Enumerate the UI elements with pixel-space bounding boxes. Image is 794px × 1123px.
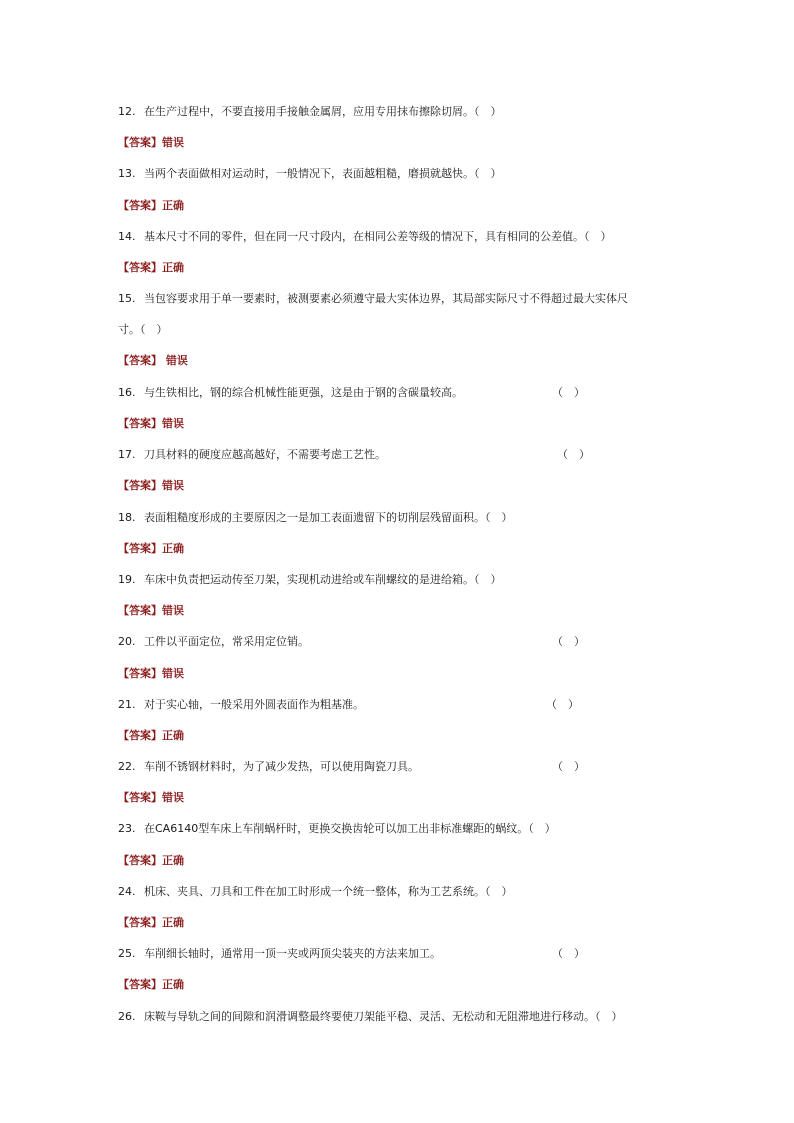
answer-tag: 【答案】 [118, 916, 162, 929]
question-text: 对于实心轴，一般采用外圆表面作为粗基准。 [144, 698, 364, 711]
answer-parentheses: （ ） [552, 947, 585, 960]
answer-tag: 【答案】 [118, 136, 162, 149]
answer-tag: 【答案】 [118, 854, 162, 867]
question-text: 在CA6140型车床上车削蜗杆时，更换交换齿轮可以加工出非标准螺距的蜗纹。（ ） [144, 822, 556, 835]
question-text: 车削细长轴时，通常用一顶一夹或两顶尖装夹的方法来加工。 [144, 947, 441, 960]
question-number: 15. [118, 292, 136, 305]
question-text: 当包容要求用于单一要素时，被测要素必须遵守最大实体边界，其局部实际尺寸不得超过最大实体尺 [144, 292, 628, 305]
answer-17 [118, 479, 184, 493]
question-12 [118, 105, 502, 119]
answer-16 [118, 417, 184, 431]
answer-parentheses: （ ） [557, 448, 590, 461]
question-text: 在生产过程中，不要直接用手接触金属屑，应用专用抹布擦除切屑。（ ） [144, 105, 502, 118]
answer-parentheses: （ ） [546, 698, 579, 711]
answer-tag: 【答案】 [118, 261, 162, 274]
question-number: 25. [118, 947, 136, 960]
answer-value: 正确 [162, 261, 184, 274]
answer-13 [118, 199, 184, 213]
question-16 [118, 386, 463, 400]
question-text: 表面粗糙度形成的主要原因之一是加工表面遗留下的切削层残留面积。（ ） [144, 511, 513, 524]
answer-value: 正确 [162, 978, 184, 991]
answer-value: 错误 [162, 791, 184, 804]
question-15-continued [118, 323, 168, 337]
answer-tag: 【答案】 [118, 417, 162, 430]
question-number: 26. [118, 1010, 136, 1023]
question-number: 18. [118, 511, 136, 524]
answer-value: 正确 [162, 854, 184, 867]
question-18 [118, 511, 513, 525]
answer-value: 错误 [162, 479, 184, 492]
question-21 [118, 698, 364, 712]
answer-15 [118, 354, 188, 368]
question-text: 刀具材料的硬度应越高越好，不需要考虑工艺性。 [144, 448, 386, 461]
question-text: 工件以平面定位，常采用定位销。 [144, 635, 309, 648]
answer-value: 正确 [162, 542, 184, 555]
question-number: 20. [118, 635, 136, 648]
question-number: 16. [118, 386, 136, 399]
question-text-continued: 寸。（ ） [118, 323, 168, 336]
answer-tag: 【答案】 [118, 604, 162, 617]
question-number: 22. [118, 760, 136, 773]
answer-tag: 【答案】 [118, 479, 162, 492]
answer-parentheses: （ ） [552, 760, 585, 773]
question-24 [118, 885, 513, 899]
answer-value: 错误 [162, 136, 184, 149]
question-20 [118, 635, 309, 649]
question-13 [118, 167, 502, 181]
question-text: 车削不锈钢材料时，为了减少发热，可以使用陶瓷刀具。 [144, 760, 419, 773]
question-number: 14. [118, 230, 136, 243]
question-23 [118, 822, 556, 836]
answer-value: 错误 [162, 354, 188, 367]
question-number: 12. [118, 105, 136, 118]
answer-tag: 【答案】 [118, 542, 162, 555]
question-number: 23. [118, 822, 136, 835]
answer-value: 正确 [162, 199, 184, 212]
answer-tag: 【答案】 [118, 791, 162, 804]
answer-25 [118, 978, 184, 992]
answer-21 [118, 729, 184, 743]
question-text: 与生铁相比，钢的综合机械性能更强，这是由于钢的含碳量较高。 [144, 386, 463, 399]
answer-parentheses: （ ） [552, 386, 585, 399]
answer-value: 正确 [162, 729, 184, 742]
question-number: 24. [118, 885, 136, 898]
answer-20 [118, 667, 184, 681]
answer-19 [118, 604, 184, 618]
answer-tag: 【答案】 [118, 354, 162, 367]
question-text: 机床、夹具、刀具和工件在加工时形成一个统一整体，称为工艺系统。（ ） [144, 885, 513, 898]
question-17 [118, 448, 386, 462]
question-19 [118, 573, 502, 587]
answer-22 [118, 791, 184, 805]
answer-parentheses: （ ） [552, 635, 585, 648]
answer-tag: 【答案】 [118, 978, 162, 991]
answer-value: 错误 [162, 604, 184, 617]
question-15 [118, 292, 628, 306]
question-number: 13. [118, 167, 136, 180]
answer-12 [118, 136, 184, 150]
answer-value: 正确 [162, 916, 184, 929]
question-22 [118, 760, 419, 774]
question-number: 17. [118, 448, 136, 461]
question-26 [118, 1010, 623, 1024]
question-14 [118, 230, 612, 244]
question-25 [118, 947, 441, 961]
question-text: 基本尺寸不同的零件，但在同一尺寸段内，在相同公差等级的情况下，具有相同的公差值。（ ） [144, 230, 612, 243]
question-number: 19. [118, 573, 136, 586]
question-number: 21. [118, 698, 136, 711]
answer-23 [118, 854, 184, 868]
answer-14 [118, 261, 184, 275]
question-text: 车床中负责把运动传至刀架，实现机动进给或车削螺纹的是进给箱。（ ） [144, 573, 502, 586]
question-text: 床鞍与导轨之间的间隙和润滑调整最终要使刀架能平稳、灵活、无松动和无阻滞地进行移动。（ ） [144, 1010, 623, 1023]
answer-value: 错误 [162, 417, 184, 430]
answer-tag: 【答案】 [118, 729, 162, 742]
answer-value: 错误 [162, 667, 184, 680]
question-text: 当两个表面做相对运动时，一般情况下，表面越粗糙，磨损就越快。（ ） [144, 167, 502, 180]
answer-24 [118, 916, 184, 930]
answer-18 [118, 542, 184, 556]
answer-tag: 【答案】 [118, 667, 162, 680]
answer-tag: 【答案】 [118, 199, 162, 212]
